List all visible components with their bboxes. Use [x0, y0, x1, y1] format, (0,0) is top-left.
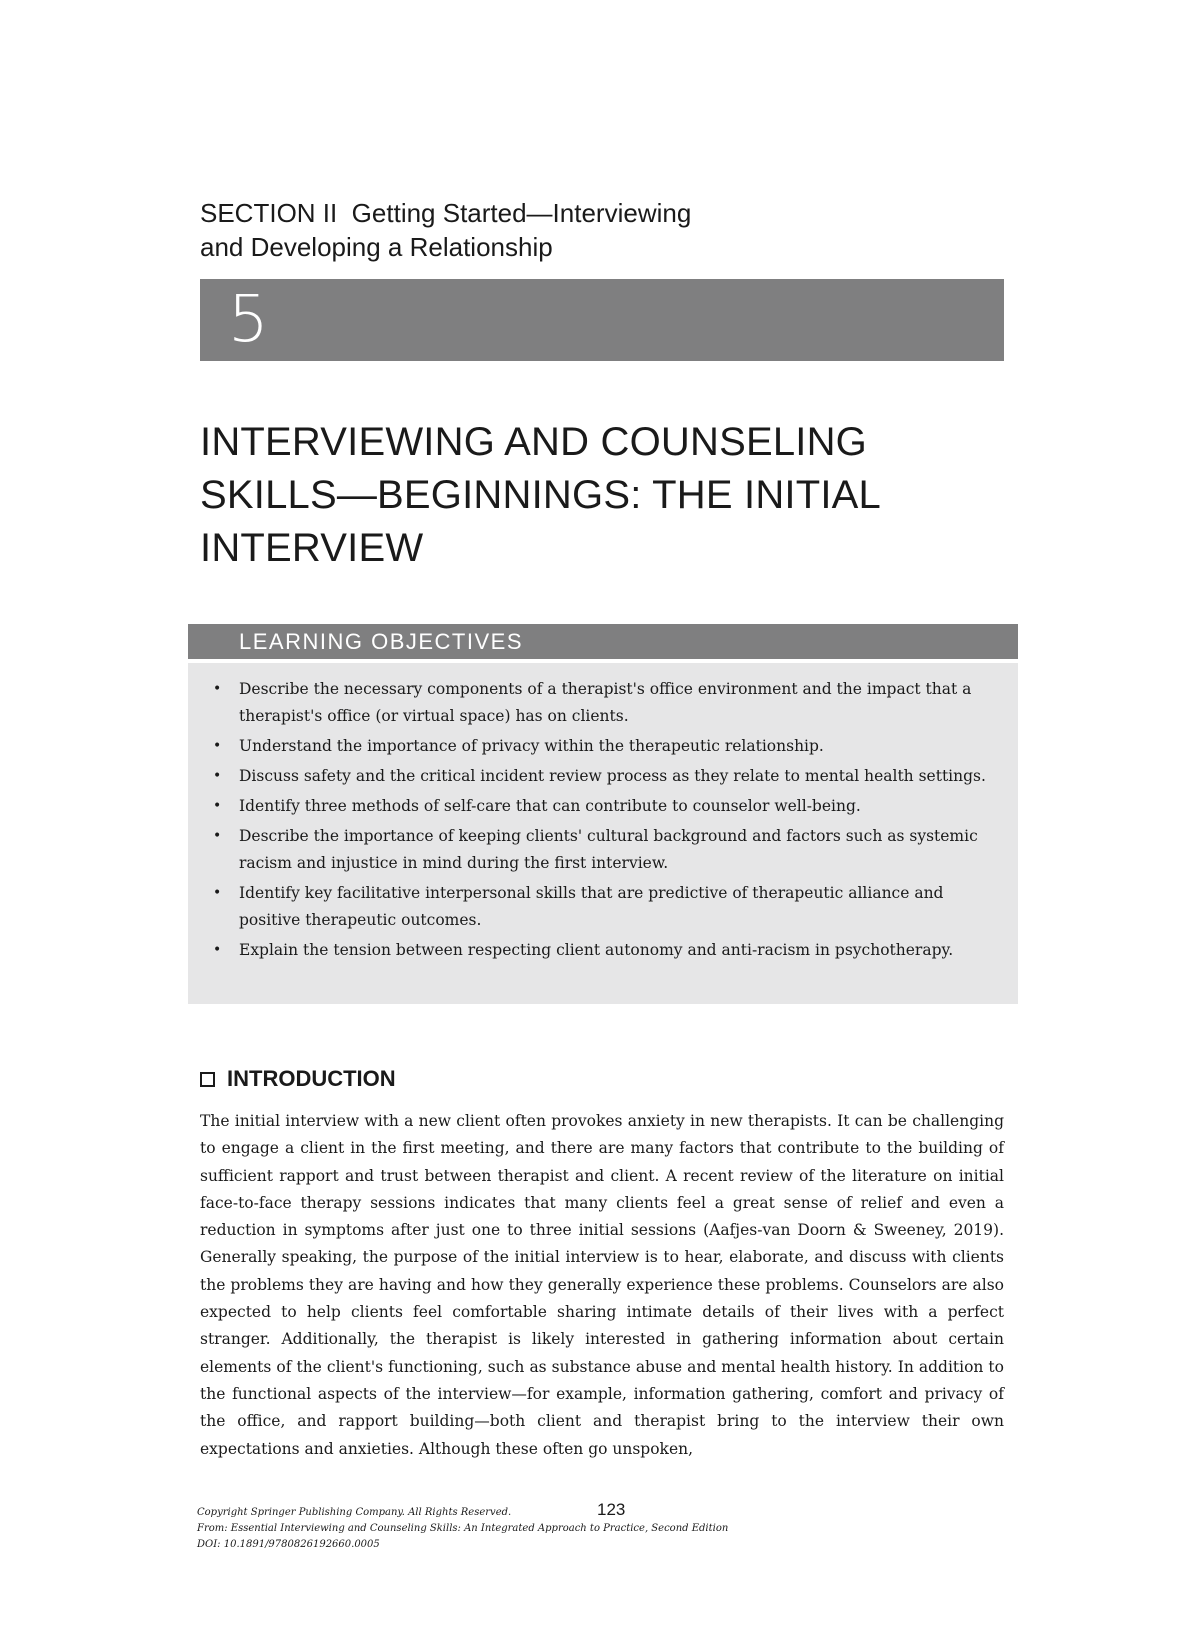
section-heading-line-2: and Developing a Relationship	[200, 232, 553, 262]
learning-objective-item	[213, 763, 1005, 790]
section-heading	[200, 196, 1000, 264]
learning-objectives-list	[213, 676, 1005, 967]
learning-objective-text: Identify key facilitative interpersonal skills that are predictive of therapeutic alliance and positive therapeutic outcomes.	[239, 884, 944, 929]
learning-objectives-header	[188, 624, 1018, 659]
page-number: 123	[597, 1500, 626, 1519]
learning-objectives-box	[188, 663, 1018, 1004]
chapter-title-line-2: SKILLS—BEGINNINGS: THE INITIAL	[200, 473, 881, 517]
learning-objective-text: Identify three methods of self-care that can contribute to counselor well-being.	[239, 797, 861, 815]
learning-objective-text: Discuss safety and the critical incident review process as they relate to mental health settings.	[239, 767, 986, 785]
chapter-title-line-1: INTERVIEWING AND COUNSELING	[200, 420, 867, 464]
chapter-number: 5	[228, 283, 269, 357]
chapter-title	[200, 416, 1000, 575]
chapter-title-line-3: INTERVIEW	[200, 526, 424, 570]
square-box-icon	[200, 1072, 215, 1087]
learning-objective-text: Describe the importance of keeping clients' cultural background and factors such as systemic racism and injustice in mind during the first interview.	[239, 827, 978, 872]
footer-doi: DOI: 10.1891/9780826192660.0005	[197, 1539, 380, 1550]
bullet-icon: •	[213, 885, 222, 901]
bullet-icon: •	[213, 798, 222, 814]
learning-objective-item	[213, 823, 1005, 877]
learning-objective-text: Describe the necessary components of a therapist's office environment and the impact that a therapist's office (or virtual space) has on clients.	[239, 680, 972, 725]
introduction-heading-text: INTRODUCTION	[227, 1066, 396, 1091]
learning-objective-item	[213, 793, 1005, 820]
chapter-number-bar	[200, 279, 1004, 361]
learning-objective-text: Understand the importance of privacy within the therapeutic relationship.	[239, 737, 824, 755]
bullet-icon: •	[213, 738, 222, 754]
introduction-heading	[200, 1065, 396, 1093]
footer-source: From: Essential Interviewing and Counseling Skills: An Integrated Approach to Practice, Second Edition	[197, 1523, 729, 1534]
section-heading-line-1: SECTION II Getting Started—Interviewing	[200, 198, 692, 228]
bullet-icon: •	[213, 681, 222, 697]
page-footer	[197, 1505, 897, 1553]
bullet-icon: •	[213, 768, 222, 784]
learning-objective-item	[213, 880, 1005, 934]
learning-objective-item	[213, 733, 1005, 760]
learning-objectives-title: LEARNING OBJECTIVES	[239, 629, 524, 654]
introduction-body: The initial interview with a new client often provokes anxiety in new therapists. It can be challenging to engage a client in the first meeting, and there are many factors that contribute to the building of sufficient rapport and trust between therapist and client. A recent review of the literature on initial face-to-face therapy sessions indicates that many clients feel a great sense of relief and even a reduction in symptoms after just one to three initial sessions (Aafjes-van Doorn & Sweeney, 2019). Generally speaking, the purpose of the initial interview is to hear, elaborate, and discuss with clients the problems they are having and how they generally experience these problems. Counselors are also expected to help clients feel comfortable sharing intimate details of their lives with a perfect stranger. Additionally, the therapist is likely interested in gathering information about certain elements of the client's functioning, such as substance abuse and mental health history. In addition to the functional aspects of the interview—for example, information gathering, comfort and privacy of the office, and rapport building—both client and therapist bring to the interview their own expectations and anxieties. Although these often go unspoken,	[200, 1112, 1004, 1458]
footer-copyright: Copyright Springer Publishing Company. All Rights Reserved.	[197, 1507, 512, 1518]
bullet-icon: •	[213, 942, 222, 958]
learning-objective-item	[213, 676, 1005, 730]
bullet-icon: •	[213, 828, 222, 844]
learning-objective-text: Explain the tension between respecting client autonomy and anti-racism in psychotherapy.	[239, 941, 954, 959]
learning-objective-item	[213, 937, 1005, 964]
